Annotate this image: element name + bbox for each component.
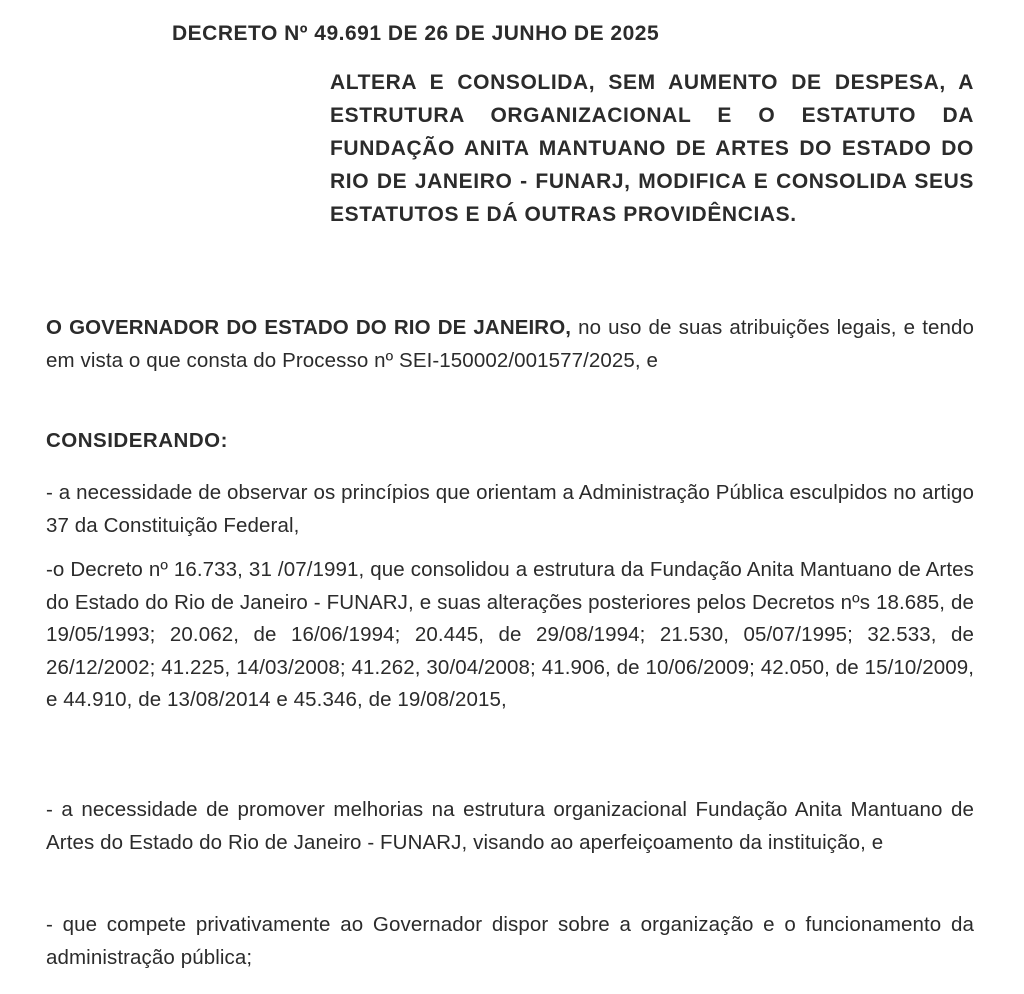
decree-title: DECRETO Nº 49.691 DE 26 DE JUNHO DE 2025 bbox=[172, 22, 660, 45]
decree-ementa: ALTERA E CONSOLIDA, SEM AUMENTO DE DESPESA, A ESTRUTURA ORGANIZACIONAL E O ESTATUTO DA FUNDAÇÃO ANITA MANTUANO DE ARTES DO ESTADO DO RIO DE JANEIRO - FUNARJ, MODIFICA E CONSOLIDA SEUS ESTATUTOS E DÁ OUTRAS PROVIDÊNCIAS. bbox=[330, 71, 974, 226]
considerando-heading: CONSIDERANDO: bbox=[46, 429, 228, 452]
preamble-author: O GOVERNADOR DO ESTADO DO RIO DE JANEIRO, bbox=[46, 316, 572, 339]
considerando-item: - que compete privativamente ao Governador dispor sobre a organização e o funcionamento da administração pública; bbox=[46, 913, 974, 969]
preamble-text: no uso de suas atribuições legais, e tendo em vista o que consta do Processo nº SEI-150002/001577/2025, e bbox=[46, 316, 974, 372]
considerando-item: - a necessidade de observar os princípios que orientam a Administração Pública esculpidos no artigo 37 da Constituição Federal, bbox=[46, 481, 974, 537]
considerando-item: - a necessidade de promover melhorias na estrutura organizacional Fundação Anita Mantuano de Artes do Estado do Rio de Janeiro - FUNARJ, visando ao aperfeiçoamento da instituição, e bbox=[46, 798, 974, 854]
preamble-paragraph bbox=[46, 312, 974, 377]
considerando-item: -o Decreto nº 16.733, 31 /07/1991, que consolidou a estrutura da Fundação Anita Mantuano de Artes do Estado do Rio de Janeiro - FUNARJ, e suas alterações posteriores pelos Decretos nºs 18.685, de 19/05/1993; 20.062, de 16/06/1994; 20.445, de 29/08/1994; 21.530, 05/07/1995; 32.533, de 26/12/2002; 41.225, 14/03/2008; 41.262, 30/04/2008; 41.906, de 10/06/2009; 42.050, de 15/10/2009, e 44.910, de 13/08/2014 e 45.346, de 19/08/2015, bbox=[46, 558, 974, 711]
